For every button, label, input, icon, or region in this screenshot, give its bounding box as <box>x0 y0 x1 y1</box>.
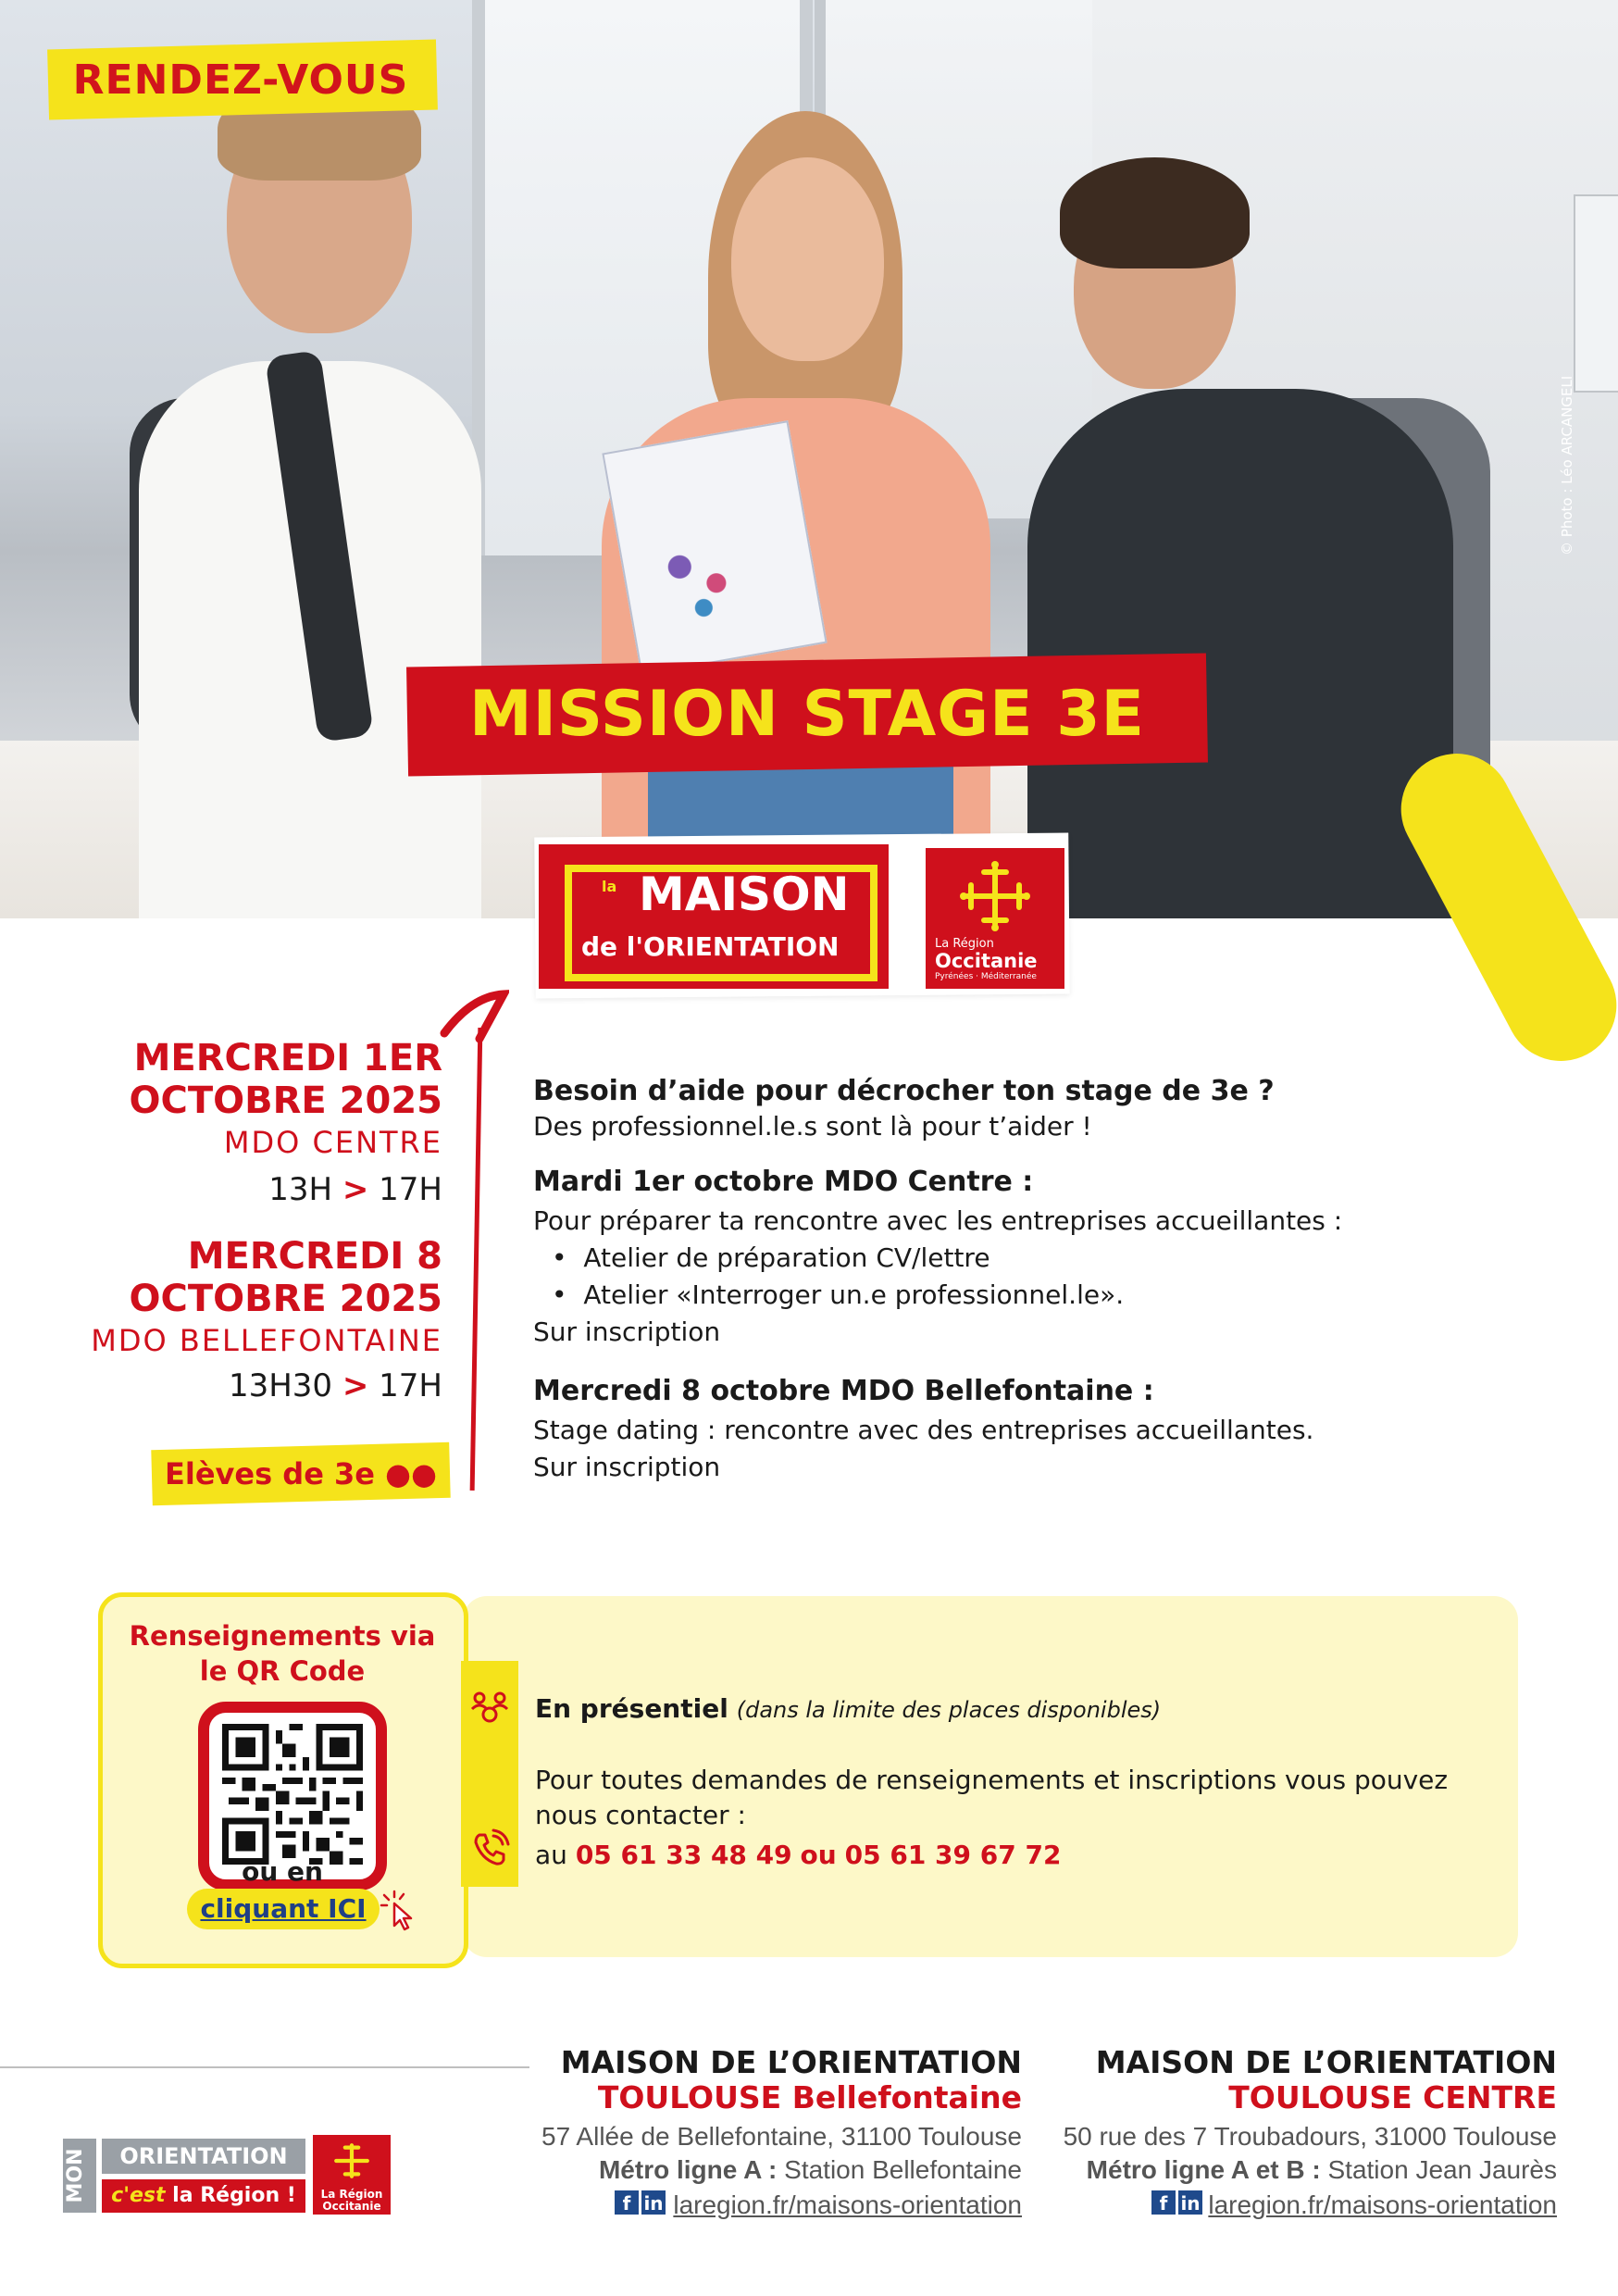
footer-b1-name: MAISON DE L’ORIENTATION <box>560 2044 1022 2080</box>
time-arrow: > <box>342 1367 369 1404</box>
qr-title: Renseignements via le QR Code <box>129 1620 436 1687</box>
date2-title-line1: MERCREDI 8 <box>187 1235 442 1278</box>
photo-poster <box>1574 194 1618 393</box>
linkedin-icon[interactable]: in <box>1178 2190 1202 2215</box>
time-end: 17H <box>379 1367 442 1404</box>
occ-logo-text: La Région <box>935 937 994 951</box>
list-item: • Atelier «Interroger un.e professionnel.le». <box>552 1279 1125 1310</box>
info-question-sub: Des professionnel.le.s sont là pour t’aider ! <box>533 1111 1092 1142</box>
red-hook-decoration <box>435 987 509 1042</box>
metro-station: Station Jean Jaurès <box>1327 2155 1557 2184</box>
date2-time <box>26 1366 442 1405</box>
occitanie-cross-icon <box>958 859 1032 933</box>
contact-phones <box>535 1837 1498 1874</box>
footer-b2-metro <box>1020 2153 1557 2187</box>
footer-b1-metro <box>485 2153 1022 2187</box>
date2-location: MDO BELLEFONTAINE <box>91 1323 442 1358</box>
list-item-text: Atelier de préparation CV/lettre <box>583 1242 990 1273</box>
phone-icon <box>468 1828 511 1870</box>
photo-face <box>731 157 884 361</box>
session1-title: Mardi 1er octobre MDO Centre : <box>533 1166 1034 1198</box>
metro-station: Station Bellefontaine <box>784 2155 1022 2184</box>
contact-text: Pour toutes demandes de renseignements et inscriptions vous pouvez nous contacter : <box>535 1765 1449 1830</box>
footer-b2-website-link[interactable]: laregion.fr/maisons-orientation <box>1208 2190 1557 2219</box>
logo-text-cest: c'est <box>111 2184 166 2207</box>
logo-text-la: la <box>602 878 617 895</box>
phone-or: ou <box>800 1840 837 1870</box>
hero-photo <box>0 0 1618 918</box>
photo-credit: © Photo : Léo ARCANGELI <box>1559 375 1575 555</box>
date1-title-line2: OCTOBRE 2025 <box>129 1079 442 1122</box>
metro-label: Métro ligne A et B : <box>1086 2155 1321 2184</box>
metro-label: Métro ligne A : <box>598 2155 778 2184</box>
time-start: 13H30 <box>228 1367 333 1404</box>
photo-person-right <box>1027 389 1453 918</box>
occitanie-cross-icon <box>330 2139 374 2183</box>
session1-note: Sur inscription <box>533 1316 721 1347</box>
people-icon: ●● <box>385 1456 437 1491</box>
time-start: 13H <box>268 1171 333 1208</box>
contact-mode-note: (dans la limite des places disponibles) <box>736 1697 1162 1723</box>
list-item-text: Atelier «Interroger un.e professionnel.le». <box>583 1279 1125 1310</box>
phone-number-2[interactable]: 05 61 39 67 72 <box>844 1840 1062 1870</box>
time-arrow: > <box>342 1171 369 1208</box>
contact-mode <box>535 1691 1498 1728</box>
list-item: • Atelier de préparation CV/lettre <box>552 1242 990 1273</box>
date1-time <box>26 1170 442 1209</box>
facebook-icon[interactable]: f <box>615 2190 639 2215</box>
footer-b1-address: 57 Allée de Bellefontaine, 31100 Toulouse <box>541 2122 1022 2151</box>
footer-b1-sub: TOULOUSE Bellefontaine <box>597 2079 1022 2115</box>
page-title: MISSION STAGE 3E <box>469 678 1145 751</box>
qr-or-text: ou en <box>242 1856 323 1887</box>
audience-text: Elèves de 3e <box>165 1456 375 1491</box>
facebook-icon[interactable]: f <box>1151 2190 1176 2215</box>
session1-desc: Pour préparer ta rencontre avec les entreprises accueillantes : <box>533 1205 1343 1236</box>
small-occ-text: La Région Occitanie <box>320 2188 383 2213</box>
footer-b2-sub: TOULOUSE CENTRE <box>1228 2079 1557 2115</box>
footer-divider <box>0 2066 529 2068</box>
logo-text-maison: MAISON <box>639 867 850 921</box>
contact-au: au <box>535 1840 567 1870</box>
phone-number-1[interactable]: 05 61 33 48 49 <box>575 1840 792 1870</box>
audience-badge <box>152 1446 450 1502</box>
logo-text-mon: MON <box>64 2148 87 2203</box>
date2-title-line2: OCTOBRE 2025 <box>129 1278 442 1320</box>
logo-text-orientation: ORIENTATION <box>102 2139 305 2174</box>
logo-text-orientation: de l'ORIENTATION <box>581 931 840 962</box>
session2-note: Sur inscription <box>533 1452 721 1482</box>
footer-b2-name: MAISON DE L’ORIENTATION <box>1095 2044 1557 2080</box>
contact-mode-bold: En présentiel <box>535 1693 728 1724</box>
click-here-link[interactable]: cliquant ICI <box>200 1893 367 1924</box>
time-end: 17H <box>379 1171 442 1208</box>
date1-title-line1: MERCREDI 1ER <box>133 1037 442 1079</box>
people-icon <box>468 1687 511 1729</box>
session2-desc: Stage dating : rencontre avec des entreprises accueillantes. <box>533 1415 1314 1445</box>
date1-location: MDO CENTRE <box>223 1125 442 1160</box>
occ-logo-title: Occitanie <box>935 950 1038 972</box>
footer-b2-address: 50 rue des 7 Troubadours, 31000 Toulouse <box>1063 2122 1557 2151</box>
linkedin-icon[interactable]: in <box>641 2190 666 2215</box>
footer-b1-website-link[interactable]: laregion.fr/maisons-orientation <box>673 2190 1022 2219</box>
rendez-vous-tag: RENDEZ-VOUS <box>72 56 409 104</box>
logo-text-cest-la-region <box>102 2179 305 2213</box>
info-question: Besoin d’aide pour décrocher ton stage de 3e ? <box>533 1075 1275 1107</box>
photo-hair <box>1060 157 1250 268</box>
red-divider-line <box>470 1028 483 1491</box>
occ-logo-subtext: Pyrénées · Méditerranée <box>935 972 1037 981</box>
cursor-click-icon <box>378 1889 422 1933</box>
qr-code-icon[interactable] <box>222 1724 363 1865</box>
logo-text-la-region: la Région ! <box>172 2184 296 2207</box>
photo-brochure-graphic <box>639 509 767 638</box>
session2-title: Mercredi 8 octobre MDO Bellefontaine : <box>533 1375 1154 1407</box>
